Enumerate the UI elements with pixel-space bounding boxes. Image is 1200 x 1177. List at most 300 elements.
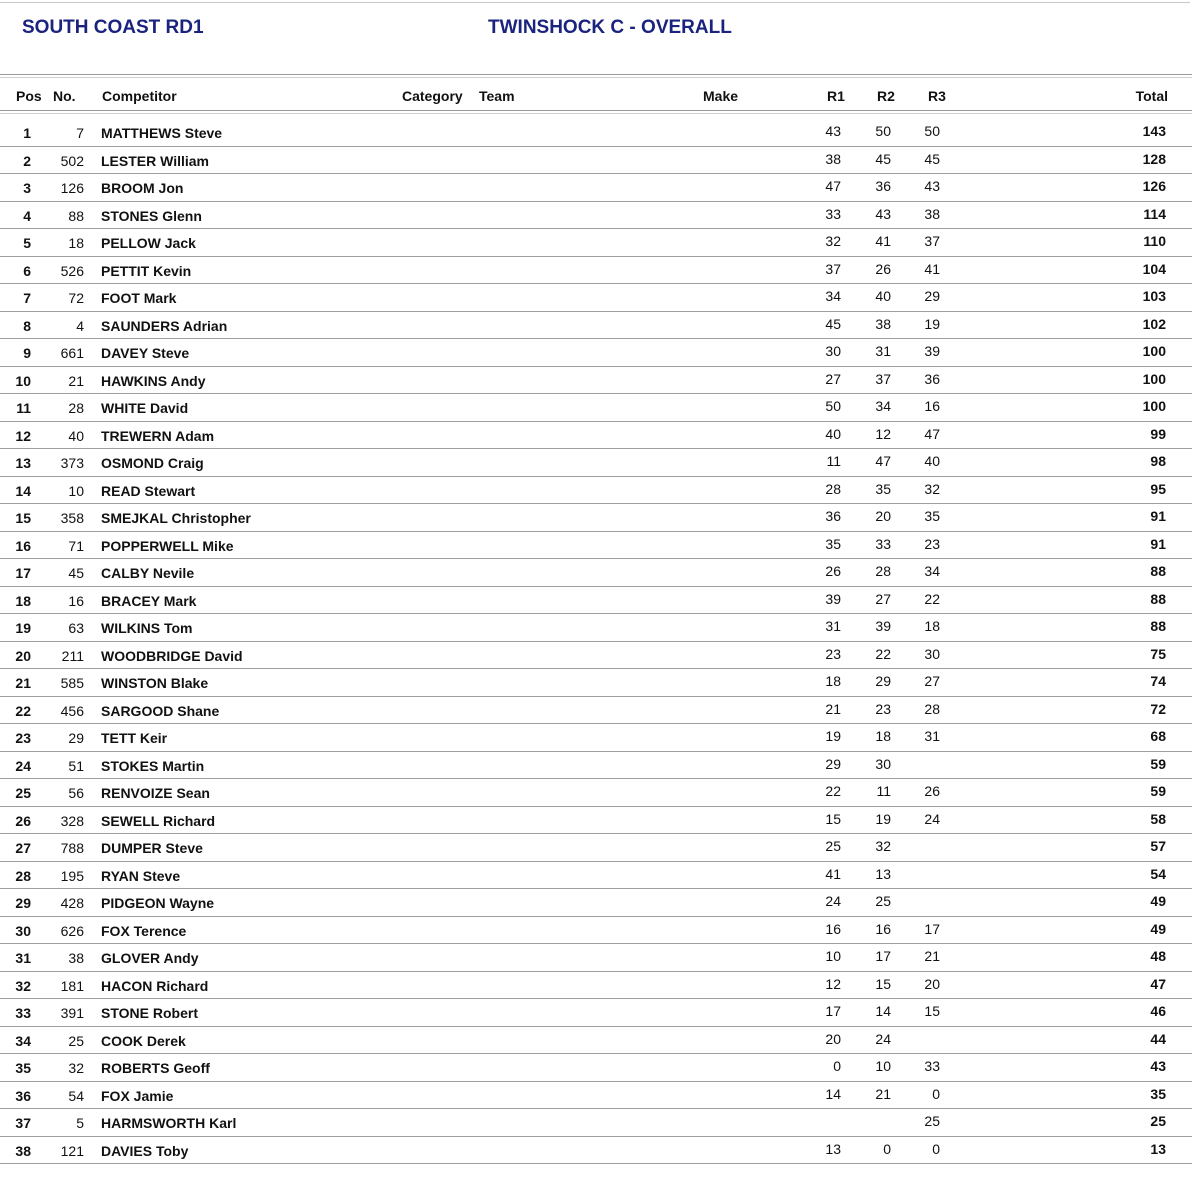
total-score-cell: 98: [1150, 453, 1166, 469]
event-title: SOUTH COAST RD1: [22, 17, 204, 38]
header-bottom-divider-inner: [0, 113, 1192, 114]
position-cell: 32: [15, 977, 31, 994]
total-score-cell: 59: [1150, 755, 1166, 772]
round3-score-cell: 40: [924, 453, 940, 469]
round2-score-cell: 40: [875, 288, 891, 304]
position-cell: 38: [15, 1142, 31, 1159]
position-cell: 15: [15, 510, 31, 526]
round1-score-cell: 25: [825, 838, 841, 854]
table-row: [0, 504, 1192, 532]
rider-number-cell: 10: [68, 482, 84, 499]
total-score-cell: 100: [1142, 343, 1166, 359]
round1-score-cell: 24: [825, 893, 841, 909]
round2-score-cell: 19: [875, 810, 891, 827]
total-score-cell: 128: [1142, 150, 1166, 167]
total-score-cell: 143: [1142, 123, 1166, 139]
rider-number-cell: 40: [68, 427, 84, 444]
rider-number-cell: 21: [68, 372, 84, 389]
competitor-name-cell: PIDGEON Wayne: [101, 895, 215, 911]
competitor-name-cell: DUMPER Steve: [101, 840, 203, 856]
position-cell: 13: [15, 455, 31, 471]
round1-score-cell: 33: [825, 205, 841, 222]
round3-score-cell: 37: [924, 233, 940, 249]
position-cell: 28: [15, 867, 31, 884]
round2-score-cell: 13: [875, 865, 891, 882]
round1-score-cell: 45: [825, 315, 841, 332]
position-cell: 29: [15, 895, 31, 911]
competitor-name-cell: FOX Jamie: [101, 1087, 174, 1104]
table-row: [0, 917, 1192, 945]
table-row: [0, 587, 1192, 615]
round2-score-cell: 38: [875, 315, 891, 332]
total-score-cell: 104: [1142, 260, 1166, 277]
position-cell: 4: [23, 207, 31, 224]
rider-number-cell: 195: [60, 867, 84, 884]
rider-number-cell: 45: [68, 565, 84, 581]
column-header-r3: R3: [928, 88, 946, 104]
total-score-cell: 58: [1150, 810, 1166, 827]
rider-number-cell: 7: [76, 125, 84, 141]
competitor-name-cell: SAUNDERS Adrian: [101, 317, 228, 334]
competitor-name-cell: READ Stewart: [101, 482, 196, 499]
rider-number-cell: 72: [68, 290, 84, 306]
results-table-header: [0, 82, 1192, 110]
competitor-name-cell: DAVEY Steve: [101, 345, 190, 361]
rider-number-cell: 29: [68, 730, 84, 746]
table-row: [0, 284, 1192, 312]
rider-number-cell: 38: [68, 950, 84, 966]
total-score-cell: 100: [1142, 370, 1166, 387]
table-row: [0, 834, 1192, 862]
round1-score-cell: 10: [825, 948, 841, 964]
round2-score-cell: 26: [875, 260, 891, 277]
round3-score-cell: 0: [932, 1140, 940, 1157]
round2-score-cell: 43: [875, 205, 891, 222]
round2-score-cell: 20: [875, 508, 891, 524]
round3-score-cell: 19: [924, 315, 940, 332]
round3-score-cell: 22: [924, 590, 940, 607]
position-cell: 24: [15, 757, 31, 774]
table-row: [0, 1054, 1192, 1082]
competitor-name-cell: ROBERTS Geoff: [101, 1060, 210, 1076]
rider-number-cell: 4: [76, 317, 84, 334]
competitor-name-cell: DAVIES Toby: [101, 1142, 189, 1159]
rider-number-cell: 626: [60, 922, 84, 939]
total-score-cell: 43: [1150, 1058, 1166, 1074]
round3-score-cell: 30: [924, 645, 940, 662]
table-row: [0, 532, 1192, 560]
round1-score-cell: 43: [825, 123, 841, 139]
table-row: [0, 669, 1192, 697]
table-row: [0, 202, 1192, 230]
total-score-cell: 25: [1150, 1113, 1166, 1129]
round3-score-cell: 16: [924, 398, 940, 414]
round2-score-cell: 25: [875, 893, 891, 909]
total-score-cell: 88: [1150, 590, 1166, 607]
position-cell: 11: [16, 400, 31, 416]
round1-score-cell: 12: [825, 975, 841, 992]
round3-score-cell: 31: [924, 728, 940, 744]
competitor-name-cell: GLOVER Andy: [101, 950, 199, 966]
header-bottom-divider: [0, 110, 1192, 111]
competitor-name-cell: TREWERN Adam: [101, 427, 215, 444]
round1-score-cell: 35: [825, 535, 841, 552]
header-top-divider: [0, 74, 1192, 75]
competitor-name-cell: SMEJKAL Christopher: [101, 510, 251, 526]
position-cell: 9: [23, 345, 31, 361]
table-row: [0, 1109, 1192, 1137]
round1-score-cell: 23: [825, 645, 841, 662]
round3-score-cell: 33: [924, 1058, 940, 1074]
competitor-name-cell: WHITE David: [101, 400, 189, 416]
competitor-name-cell: HACON Richard: [101, 977, 209, 994]
position-cell: 34: [15, 1032, 31, 1049]
position-cell: 5: [23, 235, 31, 251]
rider-number-cell: 328: [60, 812, 84, 829]
round3-score-cell: 0: [932, 1085, 940, 1102]
position-cell: 1: [23, 125, 31, 141]
round2-score-cell: 22: [875, 645, 891, 662]
round3-score-cell: 47: [924, 425, 940, 442]
table-row: [0, 312, 1192, 340]
competitor-name-cell: HARMSWORTH Karl: [101, 1115, 237, 1131]
round1-score-cell: 30: [825, 343, 841, 359]
competitor-name-cell: STONE Robert: [101, 1005, 198, 1021]
round2-score-cell: 27: [875, 590, 891, 607]
position-cell: 37: [15, 1115, 31, 1131]
round2-score-cell: 39: [875, 618, 891, 634]
position-cell: 21: [15, 675, 31, 691]
rider-number-cell: 25: [68, 1032, 84, 1049]
round1-score-cell: 38: [825, 150, 841, 167]
rider-number-cell: 126: [60, 180, 84, 196]
table-row: [0, 697, 1192, 725]
rider-number-cell: 585: [60, 675, 84, 691]
column-header-r2: R2: [877, 88, 895, 104]
round2-score-cell: 17: [875, 948, 891, 964]
position-cell: 27: [15, 840, 31, 856]
table-row: [0, 642, 1192, 670]
results-table-body: [0, 119, 1192, 1164]
round3-score-cell: 39: [924, 343, 940, 359]
round3-score-cell: 26: [924, 783, 940, 799]
round3-score-cell: 32: [924, 480, 940, 497]
rider-number-cell: 358: [60, 510, 84, 526]
round3-score-cell: 35: [924, 508, 940, 524]
total-score-cell: 114: [1143, 205, 1166, 222]
round1-score-cell: 32: [825, 233, 841, 249]
rider-number-cell: 88: [68, 207, 84, 224]
rider-number-cell: 661: [60, 345, 84, 361]
position-cell: 17: [15, 565, 31, 581]
column-header-total: Total: [1135, 88, 1168, 104]
competitor-name-cell: SEWELL Richard: [101, 812, 216, 829]
competitor-name-cell: OSMOND Craig: [101, 455, 204, 471]
rider-number-cell: 121: [60, 1142, 84, 1159]
table-row: [0, 257, 1192, 285]
table-row: [0, 889, 1192, 917]
class-title: TWINSHOCK C - OVERALL: [488, 17, 732, 38]
competitor-name-cell: STONES Glenn: [101, 207, 202, 224]
competitor-name-cell: STOKES Martin: [101, 757, 205, 774]
competitor-name-cell: FOOT Mark: [101, 290, 177, 306]
column-header-category: Category: [402, 88, 463, 104]
competitor-name-cell: LESTER William: [101, 152, 210, 169]
round3-score-cell: 28: [924, 700, 940, 717]
competitor-name-cell: RYAN Steve: [101, 867, 181, 884]
round2-score-cell: 24: [875, 1030, 891, 1047]
table-row: [0, 1027, 1192, 1055]
round2-score-cell: 33: [875, 535, 891, 552]
round2-score-cell: 14: [875, 1003, 891, 1019]
header-top-divider-inner: [0, 77, 1192, 78]
round3-score-cell: 36: [924, 370, 940, 387]
round1-score-cell: 47: [825, 178, 841, 194]
competitor-name-cell: MATTHEWS Steve: [101, 125, 223, 141]
total-score-cell: 68: [1150, 728, 1166, 744]
round2-score-cell: 47: [875, 453, 891, 469]
rider-number-cell: 502: [60, 152, 84, 169]
round1-score-cell: 22: [825, 783, 841, 799]
position-cell: 26: [15, 812, 31, 829]
position-cell: 35: [15, 1060, 31, 1076]
position-cell: 23: [15, 730, 31, 746]
rider-number-cell: 54: [68, 1087, 84, 1104]
table-row: [0, 422, 1192, 450]
competitor-name-cell: POPPERWELL Mike: [101, 537, 234, 554]
rider-number-cell: 32: [68, 1060, 84, 1076]
round2-score-cell: 35: [875, 480, 891, 497]
rider-number-cell: 428: [60, 895, 84, 911]
round3-score-cell: 41: [924, 260, 940, 277]
rider-number-cell: 56: [68, 785, 84, 801]
column-header-make: Make: [703, 88, 739, 104]
position-cell: 16: [15, 537, 31, 554]
column-header-no: No.: [53, 88, 76, 104]
round2-score-cell: 12: [875, 425, 891, 442]
table-row: [0, 119, 1192, 147]
rider-number-cell: 391: [60, 1005, 84, 1021]
total-score-cell: 13: [1150, 1140, 1166, 1157]
table-row: [0, 944, 1192, 972]
round2-score-cell: 29: [875, 673, 891, 689]
round1-score-cell: 20: [825, 1030, 841, 1047]
round1-score-cell: 26: [825, 563, 841, 579]
round3-score-cell: 23: [924, 535, 940, 552]
table-row: [0, 724, 1192, 752]
round2-score-cell: 41: [875, 233, 891, 249]
round1-score-cell: 11: [826, 453, 841, 469]
column-header-pos: Pos: [16, 88, 42, 104]
round1-score-cell: 19: [825, 728, 841, 744]
round1-score-cell: 14: [825, 1085, 841, 1102]
position-cell: 12: [15, 427, 31, 444]
round3-score-cell: 20: [924, 975, 940, 992]
table-row: [0, 147, 1192, 175]
position-cell: 36: [15, 1087, 31, 1104]
total-score-cell: 75: [1150, 645, 1166, 662]
total-score-cell: 59: [1150, 783, 1166, 799]
table-row: [0, 972, 1192, 1000]
table-row: [0, 559, 1192, 587]
rider-number-cell: 63: [68, 620, 84, 636]
competitor-name-cell: BRACEY Mark: [101, 592, 197, 609]
total-score-cell: 91: [1150, 535, 1166, 552]
competitor-name-cell: HAWKINS Andy: [101, 372, 206, 389]
round2-score-cell: 50: [875, 123, 891, 139]
total-score-cell: 103: [1142, 288, 1166, 304]
position-cell: 20: [15, 647, 31, 664]
competitor-name-cell: SARGOOD Shane: [101, 702, 220, 719]
total-score-cell: 100: [1142, 398, 1166, 414]
table-row: [0, 449, 1192, 477]
round1-score-cell: 39: [825, 590, 841, 607]
round1-score-cell: 37: [825, 260, 841, 277]
rider-number-cell: 18: [68, 235, 84, 251]
total-score-cell: 46: [1150, 1003, 1166, 1019]
round3-score-cell: 29: [924, 288, 940, 304]
competitor-name-cell: FOX Terence: [101, 922, 187, 939]
round2-score-cell: 45: [875, 150, 891, 167]
position-cell: 2: [23, 152, 31, 169]
competitor-name-cell: TETT Keir: [101, 730, 168, 746]
position-cell: 31: [15, 950, 31, 966]
table-row: [0, 174, 1192, 202]
round1-score-cell: 13: [825, 1140, 841, 1157]
round2-score-cell: 18: [875, 728, 891, 744]
total-score-cell: 49: [1150, 920, 1166, 937]
rider-number-cell: 71: [68, 537, 84, 554]
round1-score-cell: 27: [825, 370, 841, 387]
round3-score-cell: 45: [924, 150, 940, 167]
position-cell: 25: [15, 785, 31, 801]
total-score-cell: 35: [1150, 1085, 1166, 1102]
top-divider: [0, 2, 1190, 3]
round1-score-cell: 50: [825, 398, 841, 414]
round3-score-cell: 50: [924, 123, 940, 139]
round2-score-cell: 34: [875, 398, 891, 414]
total-score-cell: 72: [1150, 700, 1166, 717]
round1-score-cell: 31: [825, 618, 841, 634]
round3-score-cell: 43: [924, 178, 940, 194]
round2-score-cell: 36: [875, 178, 891, 194]
round1-score-cell: 34: [825, 288, 841, 304]
column-header-r1: R1: [827, 88, 845, 104]
rider-number-cell: 5: [76, 1115, 84, 1131]
rider-number-cell: 16: [68, 592, 84, 609]
rider-number-cell: 51: [68, 757, 84, 774]
total-score-cell: 126: [1142, 178, 1166, 194]
round3-score-cell: 21: [924, 948, 940, 964]
round1-score-cell: 18: [825, 673, 841, 689]
rider-number-cell: 211: [61, 647, 84, 664]
total-score-cell: 102: [1142, 315, 1166, 332]
round1-score-cell: 0: [833, 1058, 841, 1074]
rider-number-cell: 526: [60, 262, 84, 279]
round1-score-cell: 17: [825, 1003, 841, 1019]
round3-score-cell: 34: [924, 563, 940, 579]
table-row: [0, 1082, 1192, 1110]
column-header-team: Team: [479, 88, 515, 104]
competitor-name-cell: CALBY Nevile: [101, 565, 195, 581]
position-cell: 14: [15, 482, 31, 499]
competitor-name-cell: WINSTON Blake: [101, 675, 209, 691]
competitor-name-cell: BROOM Jon: [101, 180, 184, 196]
round3-score-cell: 38: [924, 205, 940, 222]
table-row: [0, 367, 1192, 395]
position-cell: 18: [15, 592, 31, 609]
competitor-name-cell: PELLOW Jack: [101, 235, 196, 251]
table-row: [0, 999, 1192, 1027]
round2-score-cell: 31: [875, 343, 891, 359]
rider-number-cell: 456: [60, 702, 84, 719]
position-cell: 19: [15, 620, 31, 636]
competitor-name-cell: RENVOIZE Sean: [101, 785, 210, 801]
table-row: [0, 1137, 1192, 1165]
total-score-cell: 88: [1150, 618, 1166, 634]
competitor-name-cell: WILKINS Tom: [101, 620, 193, 636]
total-score-cell: 74: [1150, 673, 1166, 689]
round1-score-cell: 28: [825, 480, 841, 497]
table-row: [0, 807, 1192, 835]
total-score-cell: 49: [1150, 893, 1166, 909]
round2-score-cell: 10: [875, 1058, 891, 1074]
round2-score-cell: 28: [875, 563, 891, 579]
rider-number-cell: 788: [60, 840, 84, 856]
position-cell: 6: [23, 262, 31, 279]
position-cell: 3: [23, 180, 31, 196]
table-row: [0, 779, 1192, 807]
total-score-cell: 110: [1143, 233, 1166, 249]
round2-score-cell: 16: [875, 920, 891, 937]
round2-score-cell: 37: [875, 370, 891, 387]
competitor-name-cell: PETTIT Kevin: [101, 262, 192, 279]
total-score-cell: 88: [1150, 563, 1166, 579]
position-cell: 8: [23, 317, 31, 334]
round1-score-cell: 29: [825, 755, 841, 772]
rider-number-cell: 28: [68, 400, 84, 416]
rider-number-cell: 181: [60, 977, 84, 994]
round1-score-cell: 21: [825, 700, 841, 717]
round1-score-cell: 15: [825, 810, 841, 827]
table-row: [0, 614, 1192, 642]
competitor-name-cell: WOODBRIDGE David: [101, 647, 243, 664]
table-row: [0, 752, 1192, 780]
total-score-cell: 95: [1150, 480, 1166, 497]
table-row: [0, 477, 1192, 505]
position-cell: 33: [15, 1005, 31, 1021]
position-cell: 30: [15, 922, 31, 939]
total-score-cell: 99: [1150, 425, 1166, 442]
rider-number-cell: 373: [60, 455, 84, 471]
round3-score-cell: 15: [924, 1003, 940, 1019]
round1-score-cell: 41: [825, 865, 841, 882]
round1-score-cell: 40: [825, 425, 841, 442]
column-header-competitor: Competitor: [102, 88, 177, 104]
round3-score-cell: 18: [924, 618, 940, 634]
position-cell: 7: [23, 290, 31, 306]
table-row: [0, 862, 1192, 890]
total-score-cell: 47: [1150, 975, 1166, 992]
round1-score-cell: 16: [825, 920, 841, 937]
total-score-cell: 57: [1150, 838, 1166, 854]
round3-score-cell: 25: [924, 1113, 940, 1129]
round2-score-cell: 11: [876, 783, 891, 799]
round3-score-cell: 17: [924, 920, 940, 937]
total-score-cell: 48: [1150, 948, 1166, 964]
round3-score-cell: 24: [924, 810, 940, 827]
round2-score-cell: 21: [875, 1085, 891, 1102]
